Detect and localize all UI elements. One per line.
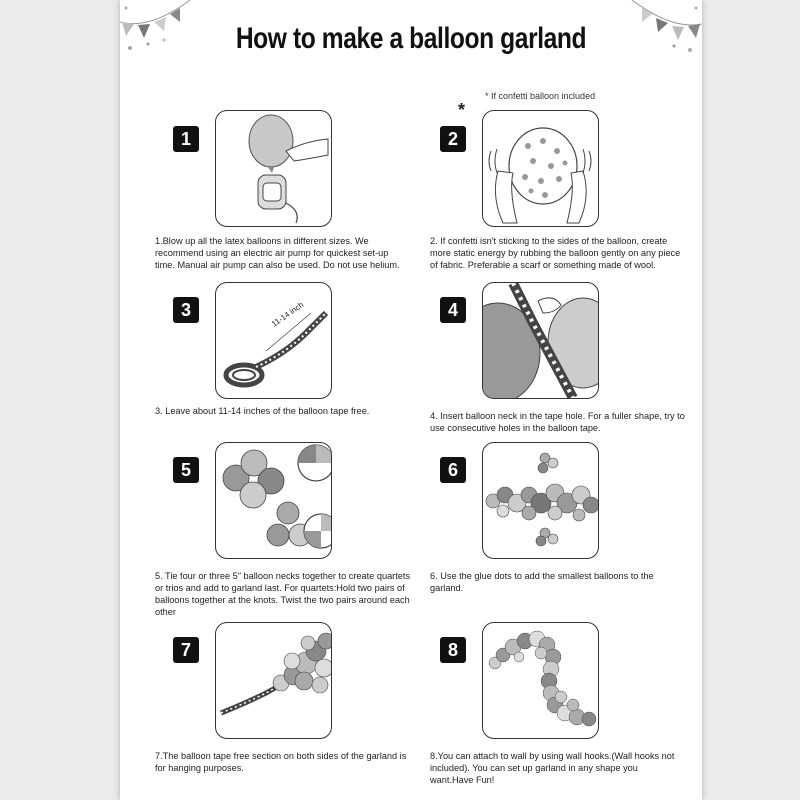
confetti-note: * If confetti balloon included	[485, 91, 596, 101]
step-6-caption: 6. Use the glue dots to add the smallest balloons to the garland.	[430, 571, 654, 593]
step-3-caption: 3. Leave about 11-14 inches of the balloon tape free.	[155, 406, 370, 416]
step-8-caption: 8.You can attach to wall by using wall hooks.(Wall hooks not included). You can set up garland in any shape you want.Have Fun!	[430, 751, 675, 785]
step-4-caption: 4. Insert balloon neck in the tape hole. For a fuller shape, try to use consecutive holes in the balloon tape.	[430, 411, 685, 433]
step-6-illustration	[482, 442, 599, 559]
step-4-illustration	[482, 282, 599, 399]
step-7-number: 7	[173, 637, 199, 663]
step-1-illustration	[215, 110, 332, 227]
step-7-illustration	[215, 622, 332, 739]
step-7-caption: 7.The balloon tape free section on both sides of the garland is for hanging purposes.	[155, 751, 407, 773]
step-3-illustration	[215, 282, 332, 399]
step-3-number: 3	[173, 297, 199, 323]
step-5-caption: 5. Tie four or three 5" balloon necks together to create quartets or trios and add to garland last. For quartets:Hold two pairs of balloons together at the knots. Twist the two pairs around each other	[155, 571, 411, 617]
step-5-illustration	[215, 442, 332, 559]
step-4-number: 4	[440, 297, 466, 323]
step-8-number: 8	[440, 637, 466, 663]
step-2-illustration	[482, 110, 599, 227]
instruction-sheet	[120, 0, 702, 800]
step-6-number: 6	[440, 457, 466, 483]
page-title: How to make a balloon garland	[235, 22, 587, 55]
step-5-number: 5	[173, 457, 199, 483]
step-1-number: 1	[173, 126, 199, 152]
step-1-caption: 1.Blow up all the latex balloons in different sizes. We recommend using an electric air pump for quickest set-up time. Manual air pump can also be used. Do not use helium.	[155, 236, 400, 270]
step-8-illustration	[482, 622, 599, 739]
step-2-caption: 2. If confetti isn't sticking to the sides of the balloon, create more static energy by rubbing the balloon gently on any piece of fabric. Preferable a scarf or something made of wool.	[430, 236, 681, 270]
tape-length-label: 11-14 inch	[269, 300, 306, 329]
step-2-number: 2	[440, 126, 466, 152]
confetti-star: *	[458, 100, 466, 120]
